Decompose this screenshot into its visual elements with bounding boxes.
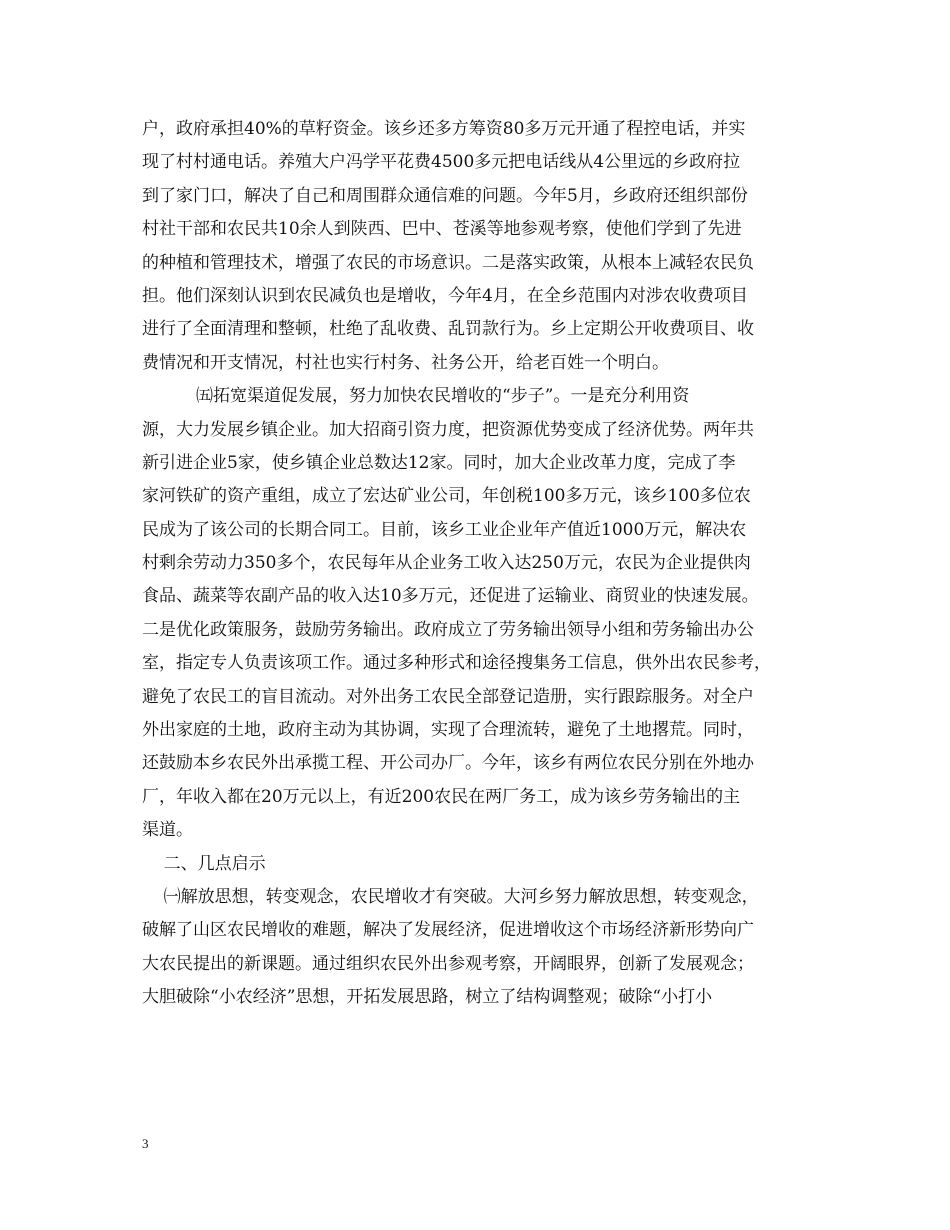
text-line: 费情况和开支情况，村社也实行村务、社务公开，给老百姓一个明白。 — [142, 352, 669, 373]
text-line: 进行了全面清理和整顿，杜绝了乱收费、乱罚款行为。乡上定期公开收费项目、收 — [142, 319, 754, 340]
text-line: ㈤拓宽渠道促发展，努力加快农民增收的“步子”。一是充分利用资 — [142, 386, 690, 407]
text-line: 民成为了该公司的长期合同工。目前，该乡工业企业年产值近1000万元，解决农 — [142, 519, 747, 540]
text-line: 户，政府承担40%的草籽资金。该乡还多方筹资80多万元开通了程控电话，并实 — [142, 119, 746, 139]
text-line: 村剩余劳动力350多个，农民每年从企业务工收入达250万元，农民为企业提供肉 — [142, 553, 751, 574]
text-line: 到了家门口，解决了自己和周围群众通信难的问题。今年5月，乡政府还组织部份 — [142, 185, 748, 206]
text-line: 室，指定专人负责该项工作。通过多种形式和途径搜集务工信息，供外出农民参考， — [142, 653, 771, 674]
text-line: 的种植和管理技术，增强了农民的市场意识。二是落实政策，从根本上减轻农民负 — [142, 252, 754, 273]
text-line: 厂，年收入都在20万元以上，有近200农民在两厂务工，成为该乡劳务输出的主 — [142, 786, 741, 807]
text-line: 源，大力发展乡镇企业。加大招商引资力度，把资源优势变成了经济优势。两年共 — [142, 419, 754, 440]
text-line: 大胆破除“小农经济”思想，开拓发展思路，树立了结构调整观；破除“小打小 — [142, 987, 713, 1008]
text-line: 二是优化政策服务，鼓励劳务输出。政府成立了劳务输出领导小组和劳务输出办公 — [142, 619, 754, 640]
text-line: 新引进企业5家，使乡镇企业总数达12家。同时，加大企业改革力度，完成了李 — [142, 452, 736, 473]
text-line: 担。他们深刻认识到农民减负也是增收，今年4月，在全乡范围内对涉农收费项目 — [142, 285, 748, 306]
text-line: 大农民提出的新课题。通过组织农民外出参观考察，开阔眼界，创新了发展观念； — [142, 953, 754, 974]
page-number: 3 — [142, 1136, 149, 1151]
text-line: 外出家庭的土地，政府主动为其协调，实现了合理流转，避免了土地撂荒。同时， — [142, 720, 754, 741]
text-line: 家河铁矿的资产重组，成立了宏达矿业公司，年创税100多万元，该乡100多位农 — [142, 486, 751, 507]
text-line: 渠道。 — [142, 820, 193, 841]
text-line: 避免了农民工的盲目流动。对外出务工农民全部登记造册，实行跟踪服务。对全户 — [142, 686, 754, 707]
text-line: 还鼓励本乡农民外出承揽工程、开公司办厂。今年，该乡有两位农民分别在外地办 — [142, 753, 754, 774]
text-line: 现了村村通电话。养殖大户冯学平花费4500多元把电话线从4公里远的乡政府拉 — [142, 152, 741, 173]
text-line: 食品、蔬菜等农副产品的收入达10多万元，还促进了运输业、商贸业的快速发展。 — [142, 586, 759, 607]
text-line: ㈠解放思想，转变观念，农民增收才有突破。大河乡努力解放思想，转变观念， — [142, 886, 759, 907]
text-line: 村社干部和农民共10余人到陕西、巴中、苍溪等地参观考察，使他们学到了先进 — [142, 219, 742, 240]
text-line: 破解了山区农民增收的难题，解决了发展经济，促进增收这个市场经济新形势向广 — [142, 920, 754, 941]
body-text — [142, 113, 832, 1015]
text-line: 二、几点启示 — [142, 853, 266, 874]
